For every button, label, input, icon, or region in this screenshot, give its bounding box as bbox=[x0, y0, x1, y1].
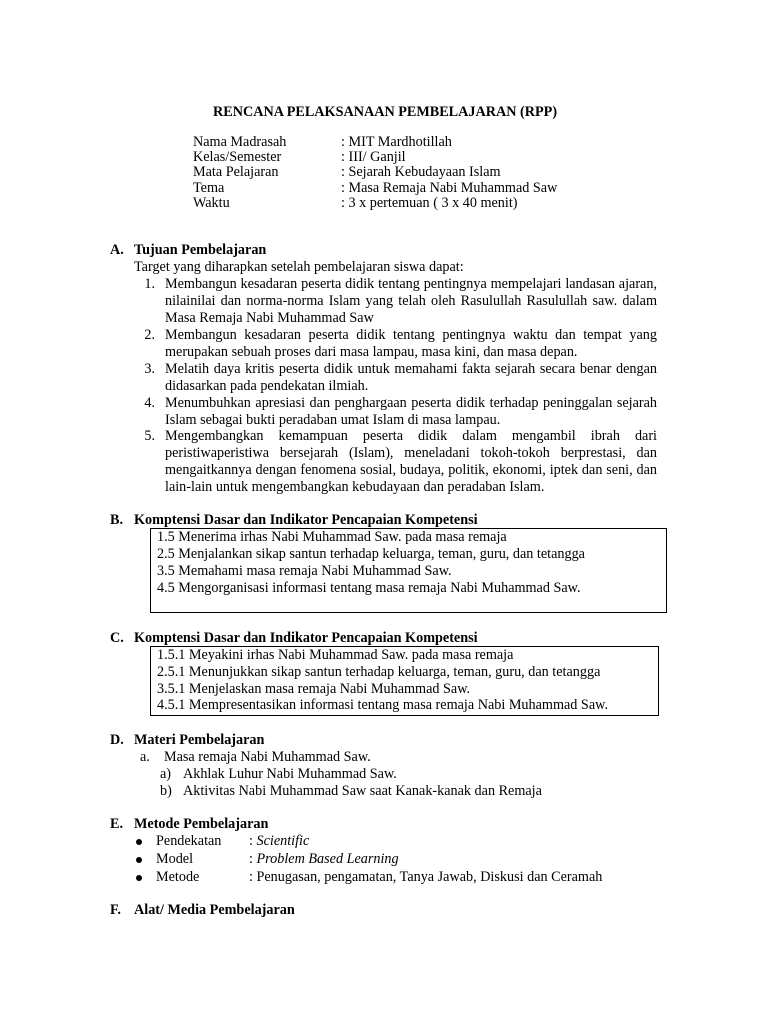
list-number: 5. bbox=[144, 428, 155, 444]
section-letter: F. bbox=[110, 902, 121, 918]
identity-value: : MIT Mardhotillah bbox=[341, 134, 452, 150]
identity-value: : Sejarah Kebudayaan Islam bbox=[341, 164, 501, 180]
section-heading: Materi Pembelajaran bbox=[134, 732, 265, 748]
identity-label: Mata Pelajaran bbox=[193, 164, 279, 180]
section-heading: Tujuan Pembelajaran bbox=[134, 242, 267, 258]
section-letter: C. bbox=[110, 630, 124, 646]
section-heading: Metode Pembelajaran bbox=[134, 816, 269, 832]
method-value: : Scientific bbox=[249, 833, 310, 849]
section-letter: D. bbox=[110, 732, 124, 748]
identity-label: Kelas/Semester bbox=[193, 149, 282, 165]
sub-list-item: Masa remaja Nabi Muhammad Saw. bbox=[164, 749, 371, 765]
section-heading: Komptensi Dasar dan Indikator Pencapaian Kompetensi bbox=[134, 630, 478, 646]
list-number: 3. bbox=[144, 361, 155, 377]
sub-list-marker: a. bbox=[140, 749, 150, 765]
sub-list-marker: a) bbox=[160, 766, 172, 782]
section-letter: A. bbox=[110, 242, 124, 258]
section-letter: B. bbox=[110, 512, 124, 528]
section-letter: E. bbox=[110, 816, 124, 832]
list-item: Menumbuhkan apresiasi dan penghargaan peserta didik terhadap peninggalan sejarah Islam sebagai bukti peradaban umat Islam di masa lampau. bbox=[165, 395, 657, 428]
method-value: : Problem Based Learning bbox=[249, 851, 399, 867]
list-number: 4. bbox=[144, 395, 155, 411]
indicator-line: 2.5.1 Menunjukkan sikap santun terhadap keluarga, teman, guru, dan tetangga bbox=[157, 664, 601, 680]
list-item: Membangun kesadaran peserta didik tentang pentingnya mempelajari landasan ajaran, nilainilai dan norma-norma Islam yang telah oleh Rasulullah Rasulullah saw. dalam Masa Remaja Nabi Muhammad Saw bbox=[165, 276, 657, 326]
section-heading: Komptensi Dasar dan Indikator Pencapaian Kompetensi bbox=[134, 512, 478, 528]
document-title: RENCANA PELAKSANAAN PEMBELAJARAN (RPP) bbox=[213, 104, 558, 120]
list-number: 2. bbox=[144, 327, 155, 343]
method-label: Metode bbox=[156, 869, 200, 885]
identity-label: Waktu bbox=[193, 195, 230, 211]
sub-list-item: Aktivitas Nabi Muhammad Saw saat Kanak-kanak dan Remaja bbox=[183, 783, 542, 799]
bullet-icon bbox=[136, 857, 142, 863]
sub-list-item: Akhlak Luhur Nabi Muhammad Saw. bbox=[183, 766, 397, 782]
section-heading: Alat/ Media Pembelajaran bbox=[134, 902, 295, 918]
identity-label: Nama Madrasah bbox=[193, 134, 287, 150]
bullet-icon bbox=[136, 875, 142, 881]
method-label: Pendekatan bbox=[156, 833, 222, 849]
bullet-icon bbox=[136, 839, 142, 845]
list-item: Melatih daya kritis peserta didik untuk memahami fakta sejarah secara benar dengan didasarkan pada pendekatan ilmiah. bbox=[165, 361, 657, 394]
list-item: Membangun kesadaran peserta didik tentang pentingnya waktu dan tempat yang merupakan sebuah proses dari masa lampau, masa kini, dan masa depan. bbox=[165, 327, 657, 360]
list-item: Mengembangkan kemampuan peserta didik dalam mengambil ibrah dari peristiwaperistiwa bersejarah (Islam), meneladani tokoh-tokoh berprestasi, dan mengaitkannya dengan fenomena sosial, budaya, politik, ekonomi, iptek dan seni, dan lain-lain untuk mengembangkan kebudayaan dan peradaban Islam. bbox=[165, 428, 657, 495]
indicator-line: 4.5.1 Mempresentasikan informasi tentang masa remaja Nabi Muhammad Saw. bbox=[157, 697, 608, 713]
identity-value: : III/ Ganjil bbox=[341, 149, 406, 165]
competency-line: 2.5 Menjalankan sikap santun terhadap keluarga, teman, guru, dan tetangga bbox=[157, 546, 585, 562]
list-number: 1. bbox=[144, 276, 155, 292]
section-intro: Target yang diharapkan setelah pembelajaran siswa dapat: bbox=[134, 259, 464, 275]
competency-line: 4.5 Mengorganisasi informasi tentang masa remaja Nabi Muhammad Saw. bbox=[157, 580, 581, 596]
competency-line: 3.5 Memahami masa remaja Nabi Muhammad Saw. bbox=[157, 563, 452, 579]
identity-value: : Masa Remaja Nabi Muhammad Saw bbox=[341, 180, 558, 196]
identity-label: Tema bbox=[193, 180, 225, 196]
indicator-line: 1.5.1 Meyakini irhas Nabi Muhammad Saw. pada masa remaja bbox=[157, 647, 514, 663]
identity-value: : 3 x pertemuan ( 3 x 40 menit) bbox=[341, 195, 518, 211]
indicator-line: 3.5.1 Menjelaskan masa remaja Nabi Muhammad Saw. bbox=[157, 681, 471, 697]
method-value: : Penugasan, pengamatan, Tanya Jawab, Diskusi dan Ceramah bbox=[249, 869, 603, 885]
sub-list-marker: b) bbox=[160, 783, 172, 799]
method-label: Model bbox=[156, 851, 194, 867]
competency-line: 1.5 Menerima irhas Nabi Muhammad Saw. pada masa remaja bbox=[157, 529, 507, 545]
